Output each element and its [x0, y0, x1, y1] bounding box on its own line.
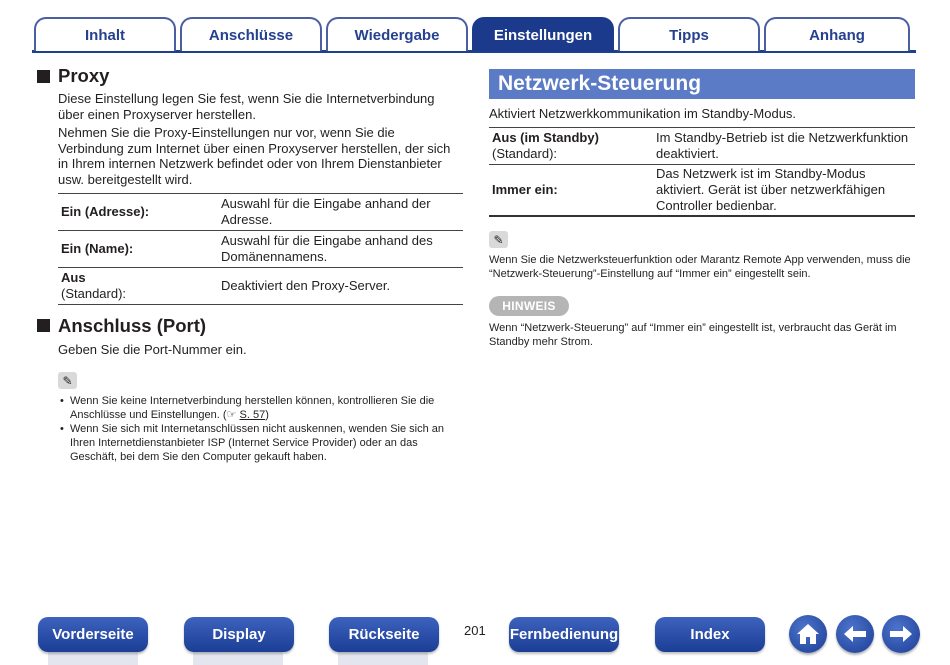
button-shadow — [338, 652, 428, 665]
button-shadow — [48, 652, 138, 665]
page-number: 201 — [464, 623, 486, 638]
nav-vorderseite-button[interactable]: Vorderseite — [38, 617, 148, 652]
proxy-row-desc: Auswahl für die Eingabe anhand des Domänennamens. — [221, 232, 433, 264]
nav-index-button[interactable]: Index — [655, 617, 765, 652]
tab-wiedergabe[interactable]: Wiedergabe — [326, 17, 468, 51]
port-notes — [58, 372, 463, 464]
list-item: • Wenn Sie sich mit Internetanschlüssen nicht auskennen, wenden Sie sich an Ihren Internetdienstanbieter ISP (Internet Service Provider) oder an das Geschäft, bei dem Sie den Computer gekauft haben. — [58, 422, 463, 464]
proxy-row — [58, 230, 463, 267]
tab-anhang[interactable]: Anhang — [764, 17, 910, 51]
top-tab-bar — [32, 17, 916, 53]
hinweis-text: Wenn “Netzwerk-Steuerung” auf “Immer ein” eingestellt ist, verbraucht das Gerät im Standby mehr Strom. — [489, 322, 897, 349]
network-row-name-cell — [489, 127, 653, 164]
page-ref-link[interactable]: (☞ S. 57) — [222, 409, 269, 422]
forward-button[interactable] — [882, 615, 920, 653]
right-column — [489, 69, 915, 349]
hand-pointer-icon: ☞ — [226, 409, 237, 422]
network-row-name: Immer ein: — [492, 182, 558, 198]
proxy-row-name: Ein (Name): — [61, 240, 134, 256]
proxy-heading — [37, 64, 463, 88]
proxy-row-name: Aus — [61, 269, 86, 285]
tab-inhalt[interactable]: Inhalt — [34, 17, 176, 51]
port-title: Anschluss (Port) — [58, 314, 207, 336]
proxy-row-desc: Auswahl für die Eingabe anhand der Adresse. — [221, 195, 431, 227]
network-table — [489, 127, 915, 218]
proxy-para-1: Diese Einstellung legen Sie fest, wenn Sie die Internetverbindung über einen Proxyserver herstellen. — [58, 91, 435, 122]
home-button[interactable] — [789, 615, 827, 653]
proxy-row-sub: (Standard): — [61, 285, 127, 301]
list-item — [58, 394, 463, 422]
proxy-para-2: Nehmen Sie die Proxy-Einstellungen nur vor, wenn Sie die Verbindung zum Internet über einen Proxyserver herstellen, der sich in Ihrem internen Netzwerk befindet oder von Ihrem Dienstanbieter usw. bereitgestellt wird. — [58, 125, 451, 187]
hinweis-block — [489, 296, 915, 349]
proxy-row-desc: Deaktiviert den Proxy-Server. — [221, 277, 391, 293]
back-button[interactable] — [836, 615, 874, 653]
tab-tipps[interactable]: Tipps — [618, 17, 760, 51]
network-row-desc: Im Standby-Betrieb ist die Netzwerkfunktion deaktiviert. — [656, 130, 909, 161]
pencil-note-icon: ✎ — [58, 372, 77, 389]
left-column — [37, 64, 463, 464]
network-control-title: Netzwerk-Steuerung — [489, 69, 915, 99]
home-icon — [795, 622, 821, 646]
nav-fernbedienung-button[interactable]: Fernbedienung — [509, 617, 619, 652]
nav-display-button[interactable]: Display — [184, 617, 294, 652]
proxy-row-name-cell — [58, 267, 218, 304]
port-para: Geben Sie die Port-Nummer ein. — [58, 341, 247, 357]
pencil-note-icon: ✎ — [489, 231, 508, 248]
network-row-name: Aus (im Standby) — [492, 130, 599, 145]
network-row — [489, 127, 915, 164]
tab-anschluesse[interactable]: Anschlüsse — [180, 17, 322, 51]
proxy-title: Proxy — [58, 65, 110, 86]
network-row-desc: Das Netzwerk ist im Standby-Modus aktiviert. Gerät ist über netzwerkfähigen Controller bedienbar. — [656, 166, 886, 213]
square-bullet-icon — [37, 319, 50, 332]
page-ref-label: S. 57 — [239, 409, 266, 422]
port-heading — [37, 314, 463, 338]
arrow-left-icon — [842, 624, 868, 644]
network-note — [489, 231, 915, 281]
hinweis-badge: HINWEIS — [489, 296, 569, 316]
proxy-row-name: Ein (Adresse): — [61, 203, 150, 219]
network-row-sub: (Standard): — [492, 145, 558, 161]
network-intro: Aktiviert Netzwerkkommunikation im Standby-Modus. — [489, 106, 797, 121]
port-note-list — [58, 394, 463, 464]
proxy-row — [58, 267, 463, 304]
note-text: Wenn Sie keine Internetverbindung herstellen können, kontrollieren Sie die Anschlüsse und Einstellungen. — [70, 395, 435, 422]
tab-einstellungen[interactable]: Einstellungen — [472, 17, 614, 51]
network-row — [489, 164, 915, 216]
arrow-right-icon — [888, 624, 914, 644]
proxy-row — [58, 193, 463, 230]
square-bullet-icon — [37, 70, 50, 83]
button-shadow — [193, 652, 283, 665]
network-note-text: Wenn Sie die Netzwerksteuerfunktion oder Marantz Remote App verwenden, muss die “Netzwerk-Steuerung”-Einstellung auf “Immer ein” eingestellt sein. — [489, 254, 911, 281]
nav-rueckseite-button[interactable]: Rückseite — [329, 617, 439, 652]
proxy-table — [58, 193, 463, 305]
